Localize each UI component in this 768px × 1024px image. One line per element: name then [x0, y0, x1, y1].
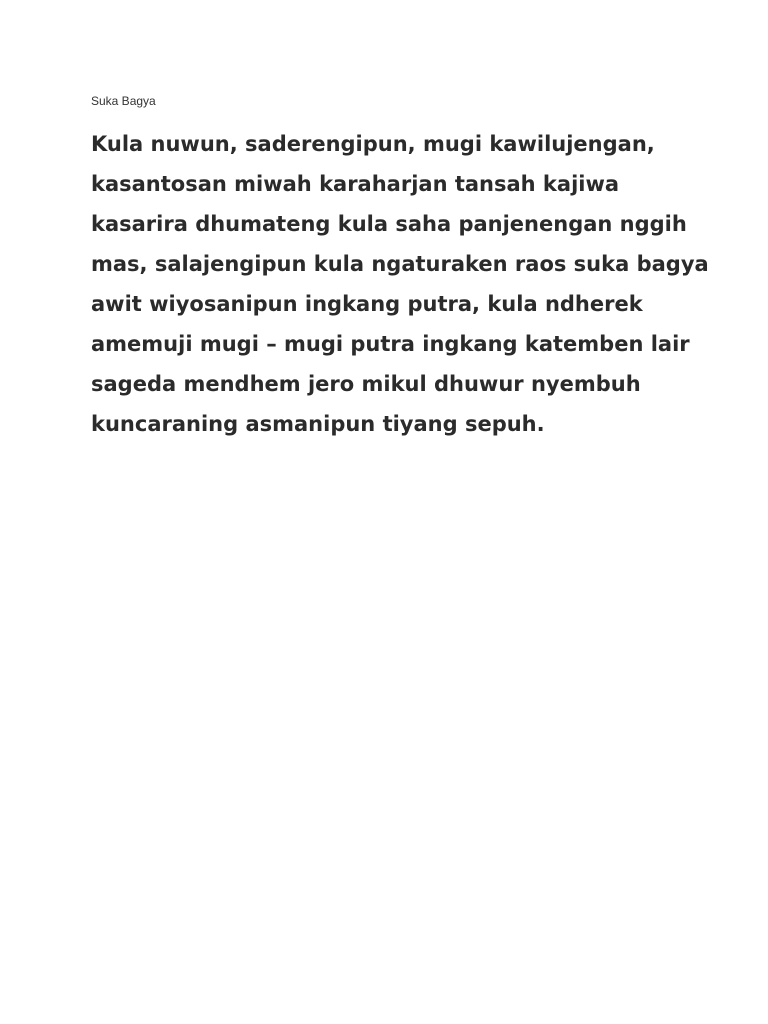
paragraph-line: sageda mendhem jero mikul dhuwur nyembuh	[91, 372, 641, 396]
paragraph-line: mas, salajengipun kula ngaturaken raos suka bagya	[91, 252, 709, 276]
paragraph-line: kuncaraning asmanipun tiyang sepuh.	[91, 412, 545, 436]
paragraph-line: kasantosan miwah karaharjan tansah kajiwa	[91, 172, 620, 196]
paragraph-line: kasarira dhumateng kula saha panjenengan nggih	[91, 212, 687, 236]
paragraph-line: awit wiyosanipun ingkang putra, kula ndherek	[91, 292, 643, 316]
document-paragraph	[91, 124, 709, 444]
paragraph-line: amemuji mugi – mugi putra ingkang katemben lair	[91, 332, 690, 356]
document-header: Suka Bagya	[91, 94, 156, 108]
paragraph-line: Kula nuwun, saderengipun, mugi kawilujengan,	[91, 132, 655, 156]
